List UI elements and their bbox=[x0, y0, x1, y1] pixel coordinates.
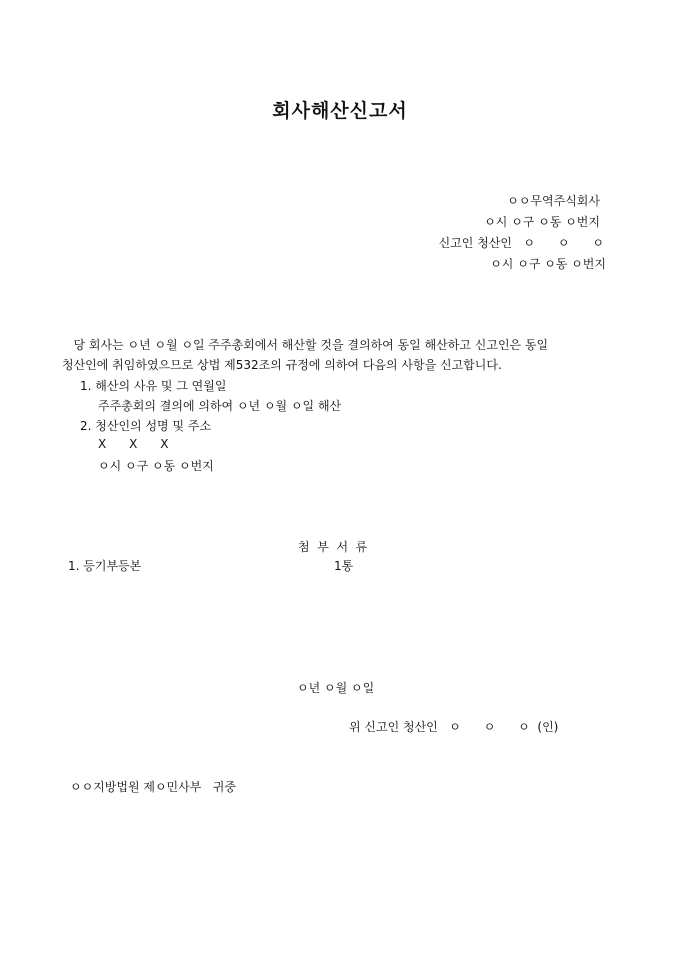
document-title: 회사해산신고서 bbox=[272, 100, 408, 122]
attachments-heading: 첨 부 서 류 bbox=[298, 540, 368, 554]
item2-heading: 2. 청산인의 성명 및 주소 bbox=[80, 419, 212, 433]
item2-address: ㅇ시 ㅇ구 ㅇ동 ㅇ번지 bbox=[98, 459, 214, 473]
liquidator-line: 신고인 청산인 ㅇ ㅇ ㅇ bbox=[438, 236, 604, 250]
body-line-1: 당 회사는 ㅇ년 ㅇ월 ㅇ일 주주총회에서 해산할 것을 결의하여 동일 해산하고 신고인은 동일 bbox=[62, 338, 549, 352]
recipient: ㅇㅇ지방법원 제ㅇ민사부 귀중 bbox=[70, 780, 236, 794]
body-line-2: 청산인에 취임하였으므로 상법 제532조의 규정에 의하여 다음의 사항을 신고합니다. bbox=[62, 358, 502, 372]
company-name: ㅇㅇ무역주식회사 bbox=[507, 194, 600, 208]
item1-heading: 1. 해산의 사유 및 그 연월일 bbox=[80, 379, 227, 393]
signature-line: 위 신고인 청산인 ㅇ ㅇ ㅇ (인) bbox=[349, 720, 559, 734]
filing-date: ㅇ년 ㅇ월 ㅇ일 bbox=[297, 681, 375, 695]
item2-name: X X X bbox=[98, 437, 169, 451]
company-address: ㅇ시 ㅇ구 ㅇ동 ㅇ번지 bbox=[484, 215, 600, 229]
liquidator-address: ㅇ시 ㅇ구 ㅇ동 ㅇ번지 bbox=[490, 257, 606, 271]
attachment-item-count: 1통 bbox=[334, 559, 354, 573]
attachment-item-label: 1. 등기부등본 bbox=[68, 559, 142, 573]
item1-detail: 주주총회의 결의에 의하여 ㅇ년 ㅇ월 ㅇ일 해산 bbox=[98, 399, 342, 413]
